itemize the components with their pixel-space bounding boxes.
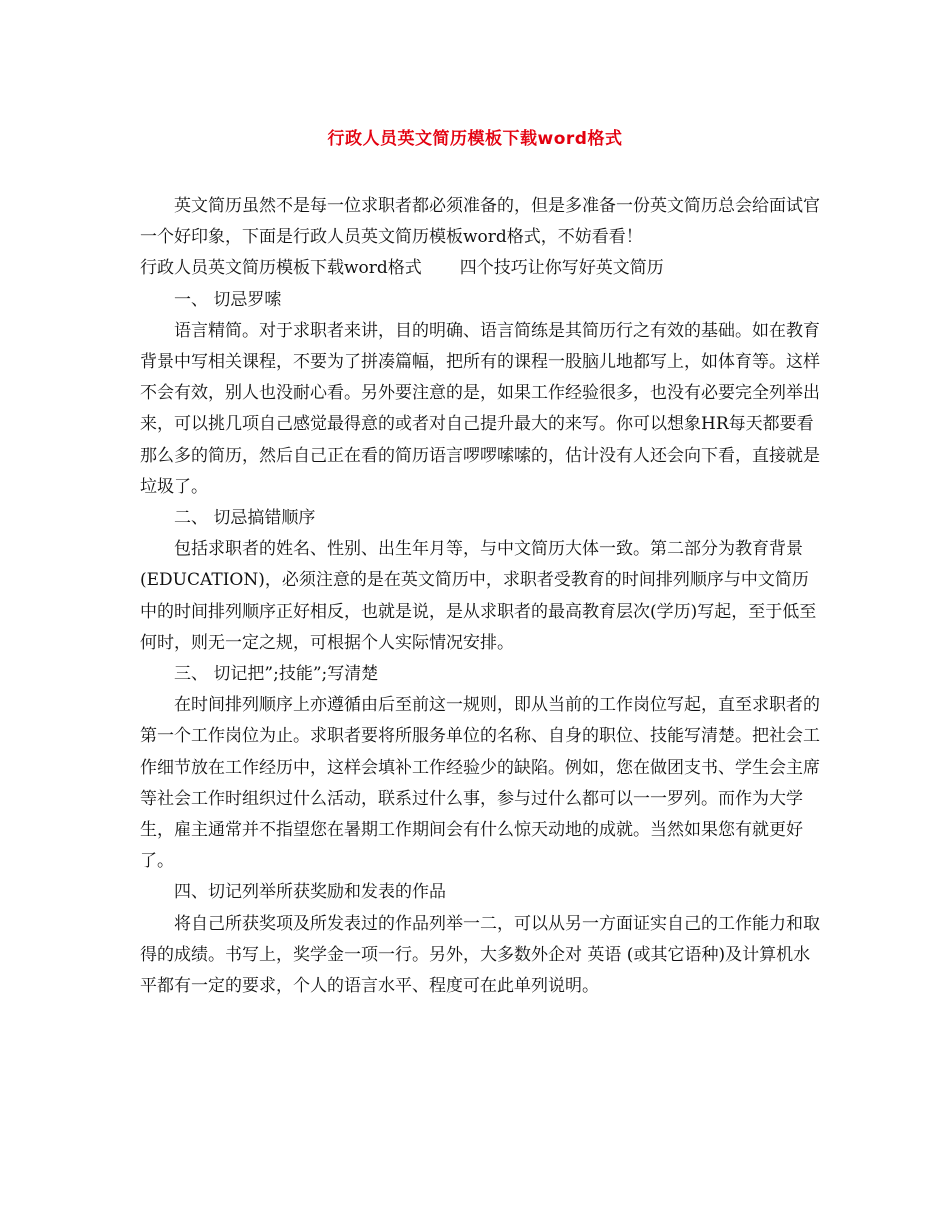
related-link-resume-tips[interactable]: 四个技巧让你写好英文简历 xyxy=(459,258,664,279)
intro-paragraph: 英文简历虽然不是每一位求职者都必须准备的，但是多准备一份英文简历总会给面试官一个好印象，下面是行政人员英文简历模板word格式，不妨看看！ xyxy=(140,196,820,248)
section-heading: 三、 切记把”;技能”;写清楚 xyxy=(174,664,379,685)
document-body xyxy=(140,191,820,1002)
related-links xyxy=(140,253,820,284)
section-heading: 二、 切忌搞错顺序 xyxy=(174,508,316,529)
section-heading: 一、 切忌罗嗦 xyxy=(174,289,282,310)
section-paragraph: 将自己所获奖项及所发表过的作品列举一二，可以从另一方面证实自己的工作能力和取得的成绩。书写上，奖学金一项一行。另外，大多数外企对 英语 (或其它语种)及计算机水平都有一定的要求，个人的语言水平、程度可在此单列说明。 xyxy=(140,913,820,997)
related-link-resume-template[interactable]: 行政人员英文简历模板下载word格式 xyxy=(140,258,422,279)
section-paragraph: 语言精简。对于求职者来讲，目的明确、语言简练是其简历行之有效的基础。如在教育背景中写相关课程，不要为了拼凑篇幅，把所有的课程一股脑儿地都写上，如体育等。这样不会有效，别人也没耐心看。另外要注意的是，如果工作经验很多，也没有必要完全列举出来，可以挑几项自己感觉最得意的或者对自己提升最大的来写。你可以想象HR每天都要看那么多的简历，然后自己正在看的简历语言啰啰嗦嗦的，估计没有人还会向下看，直接就是垃圾了。 xyxy=(140,320,820,497)
section-paragraph: 包括求职者的姓名、性别、出生年月等，与中文简历大体一致。第二部分为教育背景(EDUCATION)，必须注意的是在英文简历中，求职者受教育的时间排列顺序与中文简历中的时间排列顺序正好相反，也就是说，是从求职者的最高教育层次(学历)写起，至于低至何时，则无一定之规，可根据个人实际情况安排。 xyxy=(140,539,817,653)
section-paragraph: 在时间排列顺序上亦遵循由后至前这一规则，即从当前的工作岗位写起，直至求职者的第一个工作岗位为止。求职者要将所服务单位的名称、自身的职位、技能写清楚。把社会工作细节放在工作经历中，这样会填补工作经验少的缺陷。例如，您在做团支书、学生会主席等社会工作时组织过什么活动，联系过什么事，参与过什么都可以一一罗列。而作为大学生，雇主通常并不指望您在暑期工作期间会有什么惊天动地的成就。当然如果您有就更好了。 xyxy=(140,695,820,872)
section-heading: 四、切记列举所获奖励和发表的作品 xyxy=(174,882,446,903)
document-title: 行政人员英文简历模板下载word格式 xyxy=(327,129,623,149)
